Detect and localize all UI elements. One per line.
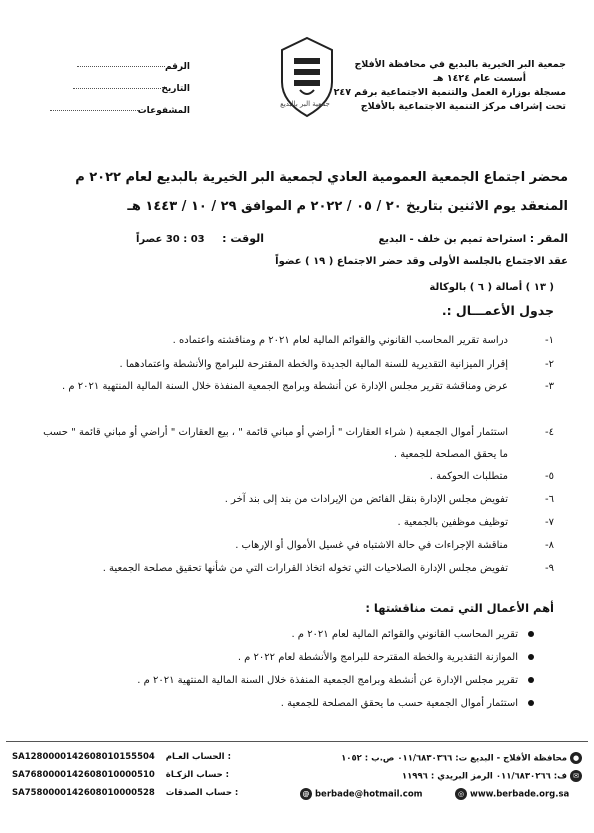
agenda-title: جدول الأعمـــال :.: [441, 303, 554, 318]
bullet-icon: [528, 677, 534, 683]
meta-attachments: [40, 106, 190, 116]
contact-website: [455, 788, 569, 800]
venue: [378, 232, 568, 245]
org-supervision: تحت إشراف مركز التنمية الاجتماعية بالأفلاج: [360, 101, 566, 112]
contact-address: [341, 752, 582, 764]
time-value: 03 : 30 عصراً: [136, 234, 205, 245]
agenda-item-number: ٩-: [545, 563, 554, 574]
attendance-line: ( ١٣ ) أصالة ( ٦ ) بالوكالة: [429, 282, 554, 293]
agenda-item-text: تفويض مجلس الإدارة الصلاحيات التي تخوله اتخاذ القرارات التي من شأنها تحقيق مصلحة الجمعية .: [102, 563, 508, 574]
org-header: [333, 58, 566, 114]
session-line: عقد الاجتماع بالجلسة الأولى وقد حضر الاجتماع ( ١٩ ) عضواً: [275, 256, 568, 267]
discussed-item-text: تقرير مجلس الإدارة عن أنشطة وبرامج الجمعية المنفذة خلال السنة المالية المنتهية ٢٠٢١ م .: [137, 675, 518, 686]
discussed-item: [34, 675, 534, 686]
agenda-item-number: ٣-: [545, 381, 554, 392]
agenda-item: [34, 354, 554, 376]
discussed-item-text: تقرير المحاسب القانوني والقوائم المالية لعام ٢٠٢١ م .: [291, 629, 518, 640]
email-icon: @: [300, 788, 312, 800]
account-general: [12, 752, 231, 762]
account-general-label: الحساب العـام :: [165, 752, 231, 762]
org-name: جمعية البر الخيرية بالبديع في محافظة الأفلاج: [354, 59, 566, 70]
account-zakat-label: حساب الزكـاة :: [165, 770, 230, 780]
discussed-item: [34, 652, 534, 663]
agenda-item: [34, 466, 554, 488]
agenda-item-number: ٦-: [545, 494, 554, 505]
agenda-item-text: تفويض مجلس الإدارة بنقل الفائض من الإيرادات من بند إلى بند آخر .: [224, 494, 508, 505]
agenda-item: [34, 376, 554, 398]
agenda-item: [34, 489, 554, 511]
contact-fax: [402, 770, 582, 782]
iban-general: SA1280000142608010155504: [12, 752, 155, 762]
meta-date: [40, 84, 190, 94]
meta-number: [40, 62, 190, 72]
email-text[interactable]: berbade@hotmail.com: [314, 789, 423, 800]
agenda-item-text: استثمار أموال الجمعية ( شراء العقارات " أراضي أو مباني قائمة " ، بيع العقارات " أراضي أو مباني قائمة " حسب ما يحقق المصلحة للجمعية .: [43, 427, 508, 460]
globe-icon: ◎: [455, 788, 467, 800]
account-zakat: [12, 770, 229, 780]
org-founded: أسست عام ١٤٢٤ هـ: [433, 73, 526, 84]
meta-date-label: التاريخ: [161, 84, 190, 94]
iban-zakat: SA7680000142608010000510: [12, 770, 155, 780]
agenda-item-number: ٤-: [545, 427, 554, 438]
location-icon: ●: [570, 752, 582, 764]
meeting-time: [136, 232, 264, 245]
agenda-item: [34, 330, 554, 352]
discussed-title: أهم الأعمال التي تمت مناقشتها :: [365, 601, 554, 615]
discussed-item-text: الموازنة التقديرية والخطة المقترحة للبرامج والأنشطة لعام ٢٠٢٢ م .: [237, 652, 518, 663]
footer-divider: [6, 741, 588, 742]
venue-label: المقر :: [529, 232, 568, 245]
agenda-item-text: توظيف موظفين بالجمعية .: [397, 517, 508, 528]
agenda-item-number: ١-: [545, 335, 554, 346]
contact-line-2: ف: ٠١١/٦٨٣٠٢٦٦ الرمز البريدي : ١١٩٩٦: [401, 771, 568, 782]
agenda-item-text: متطلبات الحوكمة .: [429, 471, 508, 482]
iban-charity: SA7580000142608010000528: [12, 788, 155, 798]
discussed-item: [34, 629, 534, 640]
agenda-item-text: مناقشة الإجراءات في حالة الاشتباه في غسيل الأموال أو الإرهاب .: [235, 540, 508, 551]
contact-email: [300, 788, 423, 800]
agenda-item-text: إقرار الميزانية التقديرية للسنة المالية الجديدة والخطة المقترحة للبرامج والأنشطة واعتمادهما .: [119, 359, 508, 370]
agenda-item: [34, 512, 554, 534]
account-charity: [12, 788, 238, 798]
agenda-item: [34, 558, 554, 580]
agenda-item-number: ٢-: [545, 359, 554, 370]
discussed-item: [34, 698, 534, 709]
venue-value: استراحة تميم بن خلف - البديع: [378, 234, 527, 245]
minutes-title: محضر اجتماع الجمعية العمومية العادي لجمعية البر الخيرية بالبديع لعام ٢٠٢٢ م: [75, 170, 568, 185]
agenda-item-text: عرض ومناقشة تقرير مجلس الإدارة عن أنشطة وبرامج الجمعية المنفذة خلال السنة المالية المنتهية ٢٠٢١ م .: [62, 381, 508, 392]
minutes-date-line: المنعقد يوم الاثنين بتاريخ ٢٠ / ٠٥ / ٢٠٢٢ م الموافق ٢٩ / ١٠ / ١٤٤٣ هـ: [127, 199, 568, 214]
bullet-icon: [528, 631, 534, 637]
org-registration: مسجلة بوزارة العمل والتنمية الاجتماعية برقم ٢٤٧: [333, 87, 566, 98]
website-text[interactable]: www.berbade.org.sa: [469, 789, 570, 800]
bullet-icon: [528, 700, 534, 706]
fax-icon: ✉: [570, 770, 582, 782]
discussed-item-text: استثمار أموال الجمعية حسب ما يحقق المصلحة للجمعية .: [280, 698, 518, 709]
meta-number-label: الرقم: [164, 62, 190, 72]
meta-attachments-label: المشفوعات: [137, 106, 190, 116]
agenda-item-text: دراسة تقرير المحاسب القانوني والقوائم المالية لعام ٢٠٢١ م ومناقشته واعتماده .: [172, 335, 508, 346]
agenda-item-number: ٧-: [545, 517, 554, 528]
agenda-item: [34, 422, 554, 466]
logo-caption: جمعية البر بالبديع: [280, 100, 330, 108]
bullet-icon: [528, 654, 534, 660]
agenda-item-number: ٥-: [545, 471, 554, 482]
account-charity-label: حساب الصدقات :: [165, 788, 239, 798]
contact-line-1: محافظة الأفلاج - البديع ت: ٠١١/٦٨٣٠٣٦٦ ص.ب : ١٠٥٢: [341, 753, 568, 764]
agenda-item: [34, 535, 554, 557]
time-label: الوقت :: [222, 232, 264, 245]
agenda-item-number: ٨-: [545, 540, 554, 551]
